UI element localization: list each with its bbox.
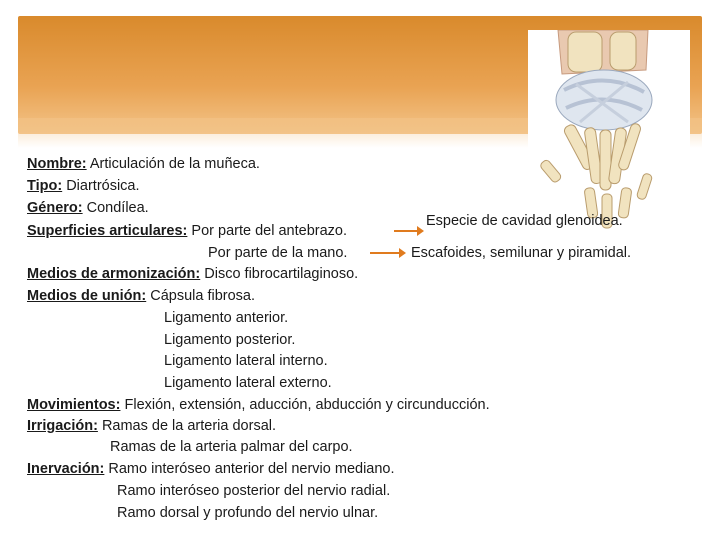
superficies-mano: Por parte de la mano. <box>208 245 348 261</box>
genero-label: Género: <box>27 200 83 216</box>
irrigacion-label: Irrigación: <box>27 418 98 434</box>
armonizacion-line <box>27 265 358 283</box>
union-item: Ligamento posterior. <box>164 332 296 348</box>
union-item: Ligamento lateral externo. <box>164 375 332 391</box>
arrow-antebrazo-icon <box>394 230 418 232</box>
irrigacion-item: Ramas de la arteria dorsal. <box>101 418 277 434</box>
union-item: Cápsula fibrosa. <box>150 288 256 304</box>
inervacion-line <box>27 460 395 478</box>
inervacion-item: Ramo interóseo posterior del nervio radial. <box>117 483 391 499</box>
superficies-antebrazo-result: Especie de cavidad glenoidea. <box>426 213 623 229</box>
union-item: Ligamento anterior. <box>164 310 289 326</box>
superficies-antebrazo: Por parte del antebrazo. <box>191 223 347 239</box>
superficies-mano-result: Escafoides, semilunar y piramidal. <box>411 245 632 261</box>
tipo-label: Tipo: <box>27 178 63 194</box>
tipo-value: Diartrósica. <box>66 178 140 194</box>
union-item: Ligamento lateral interno. <box>164 353 328 369</box>
inervacion-item: Ramo interóseo anterior del nervio mediano. <box>108 461 395 477</box>
genero-line <box>27 199 149 217</box>
movimientos-line <box>27 396 490 414</box>
nombre-line <box>27 155 260 173</box>
superficies-line <box>27 222 347 240</box>
nombre-value: Articulación de la muñeca. <box>89 156 260 172</box>
movimientos-label: Movimientos: <box>27 397 121 413</box>
arrow-mano-icon <box>370 252 400 254</box>
genero-value: Condílea. <box>86 200 149 216</box>
movimientos-value: Flexión, extensión, aducción, abducción y circunducción. <box>124 397 490 413</box>
irrigacion-line <box>27 417 276 435</box>
tipo-line <box>27 177 140 195</box>
armonizacion-label: Medios de armonización: <box>27 266 201 282</box>
inervacion-item: Ramo dorsal y profundo del nervio ulnar. <box>117 505 379 521</box>
union-line <box>27 287 255 305</box>
irrigacion-item: Ramas de la arteria palmar del carpo. <box>110 439 353 455</box>
inervacion-label: Inervación: <box>27 461 105 477</box>
nombre-label: Nombre: <box>27 156 87 172</box>
superficies-label: Superficies articulares: <box>27 223 188 239</box>
union-label: Medios de unión: <box>27 288 147 304</box>
armonizacion-value: Disco fibrocartilaginoso. <box>204 266 359 282</box>
wrist-anatomy-image <box>528 30 690 230</box>
